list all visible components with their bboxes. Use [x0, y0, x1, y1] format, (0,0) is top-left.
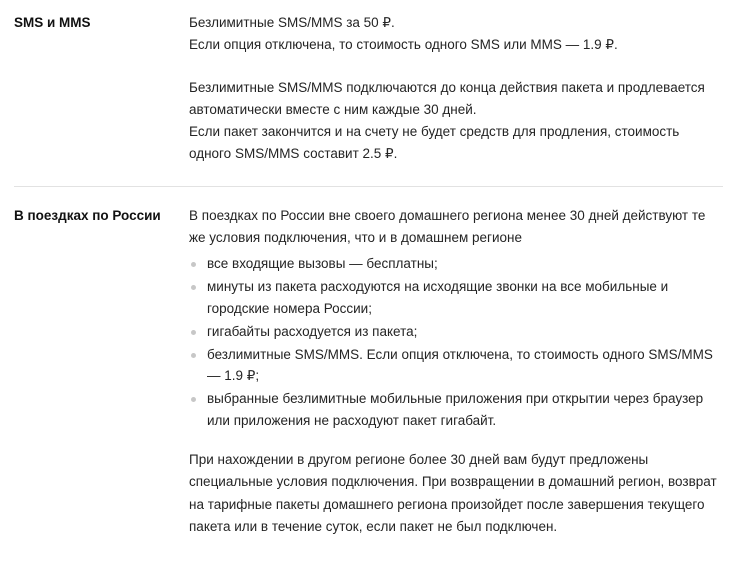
paragraph-sms-renewal: Безлимитные SMS/MMS подключаются до конца действия пакета и продлевается автоматически вместе с ним каждые 30 дней. [189, 79, 705, 117]
spacer [189, 433, 723, 449]
list-item: безлимитные SMS/MMS. Если опция отключена, то стоимость одного SMS/MMS — 1.9 ₽; [189, 344, 723, 388]
travel-conditions-list [189, 253, 723, 432]
list-item: минуты из пакета расходуются на исходящие звонки на все мобильные и городские номера России; [189, 276, 723, 320]
section-sms-mms [14, 12, 723, 166]
paragraph-travel-outro: При нахождении в другом регионе более 30 дней вам будут предложены специальные условия подключения. При возвращении в домашний регион, возврат на тарифные пакеты домашнего региона произойдет после завершения текущего пакета или в течение суток, если пакет не был подключен. [189, 452, 717, 534]
section-title-sms-mms: SMS и MMS [14, 15, 91, 30]
paragraph-sms-price: Безлимитные SMS/MMS за 50 ₽. [189, 15, 395, 30]
paragraph-sms-disabled-price: Если опция отключена, то стоимость одного SMS или MMS — 1.9 ₽. [189, 37, 618, 53]
list-item: все входящие вызовы — бесплатны; [189, 253, 723, 275]
list-item: гигабайты расходуется из пакета; [189, 321, 723, 343]
section-content-sms-mms [189, 12, 723, 166]
section-content-travel-russia [189, 205, 723, 538]
section-divider [14, 186, 723, 187]
spacer [189, 57, 723, 77]
section-travel-russia [14, 205, 723, 538]
section-title-travel-russia: В поездках по России [14, 207, 161, 223]
paragraph-travel-intro: В поездках по России вне своего домашнего региона менее 30 дней действуют те же условия подключения, что и в домашнем регионе [189, 207, 706, 245]
list-item: выбранные безлимитные мобильные приложения при открытии через браузер или приложения не расходуют пакет гигабайт. [189, 388, 723, 432]
paragraph-sms-no-funds: Если пакет закончится и на счету не будет средств для продления, стоимость одного SMS/MMS составит 2.5 ₽. [189, 124, 680, 162]
